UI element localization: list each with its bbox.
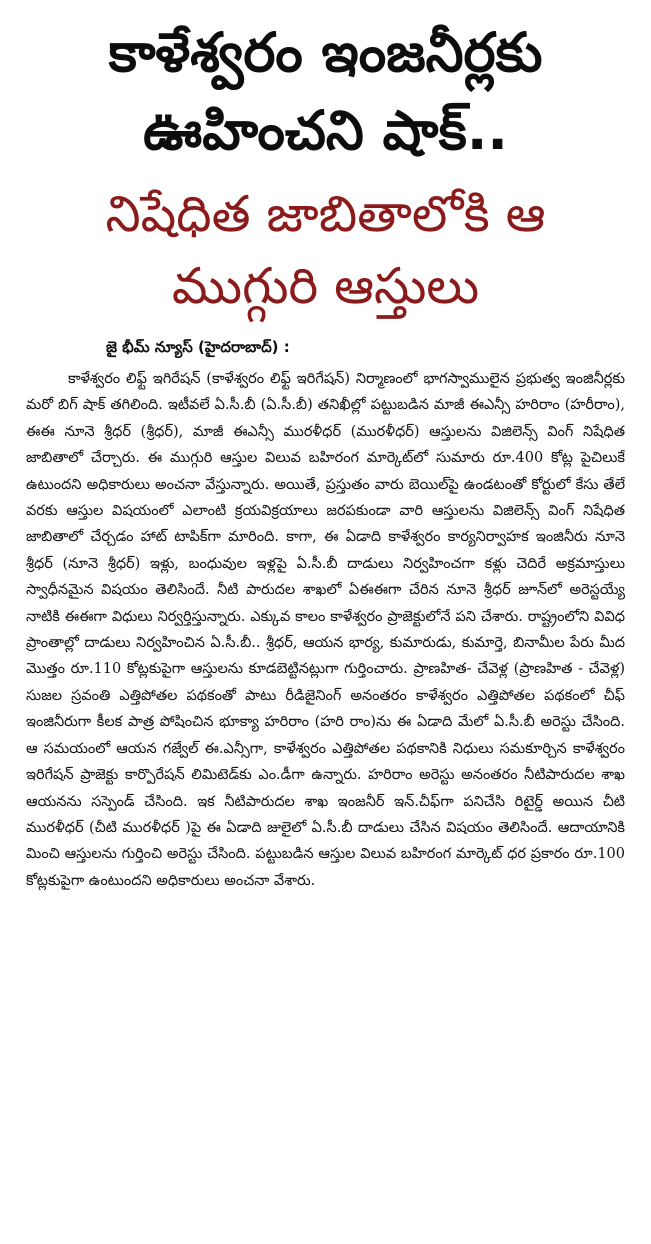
article-body: కాళేశ్వరం లిఫ్ట్ ఇగిరేషన్ (కాళేశ్వరం లిఫ్ట్ ఇరిగేషన్) నిర్మాణంలో భాగస్వాములైన ప్రభుత్వ ఇంజినీర్లకు మరో బిగ్ షాక్ తగిలింది. ఇటీవలే ఏ.సీ.బీ (ఏ.సీ.బీ) తనిఖీల్లో పట్టుబడిన మాజీ ఈఎన్సీ హరిరాం (హరీరాం), ఈఈ నూనె శ్రీధర్ (శ్రీధర్), మాజీ ఈఎన్సీ మురళీధర్ (మురళీధర్) ఆస్తులను విజిలెన్స్ వింగ్ నిషేధిత జాబితాలో చేర్చారు. ఈ ముగ్గురి ఆస్తుల విలువ బహిరంగ మార్కెట్‌లో సుమారు రూ.400 కోట్ల పైచిలుకే ఉటుందని అధికారులు అంచనా వేస్తున్నారు. అయితే, ప్రస్తుతం వారు బెయిల్‌పై ఉండటంతో కోర్టులో కేసు తేలే వరకు ఆస్తుల విషయంలో ఎలాంటి క్రయవిక్రయాలు జరపకుండా వారి ఆస్తులను విజిలెన్స్ వింగ్ నిషేధిత జాబితాలో చేర్చడం హాట్ టాపిక్‌గా మారింది. కాగా, ఈ ఏడాది కాళేశ్వరం కార్యనిర్వాహక ఇంజినీరు నూనె శ్రీధర్ (నూనె శ్రీధర్) ఇళ్లు, బంధువుల ఇళ్లపై ఏ.సీ.బీ దాడులు నిర్వహించగా కళ్లు చెదిరే అక్రమాస్తులు స్వాధీనమైన విషయం తెలిసిందే. నీటి పారుదల శాఖలో ఏఈఈగా చేరిన నూనె శ్రీధర్ జూన్‌లో అరెస్టయ్యే నాటికి ఈఈగా విధులు నిర్వర్తిస్తున్నారు. ఎక్కువ కాలం కాళేశ్వరం ప్రాజెక్టులోనే పని చేశారు. రాష్ట్రంలోని వివిధ ప్రాంతాల్లో దాడులు నిర్వహించిన ఏ.సీ.బీ.. శ్రీధర్, ఆయన భార్య, కుమారుడు, కుమార్తె, బినామీల పేరు మీద మొత్తం రూ.110 కోట్లకుపైగా ఆస్తులను కూడబెట్టినట్లుగా గుర్తించారు. ప్రాణహిత- చేవెళ్ల (ప్రాణహిత - చేవెళ్ల) సుజల స్రవంతి ఎత్తిపోతల పథకంతో పాటు రీడిజైనింగ్ అనంతరం కాళేశ్వరం ఎత్తిపోతల పథకంలో చీఫ్ ఇంజినీరుగా కీలక పాత్ర పోషించిన భూక్యా హరిరాం (హరి రాం)ను ఈ ఏడాది మేలో ఏ.సీ.బీ అరెస్టు చేసింది. ఆ సమయంలో ఆయన గజ్వేల్ ఈ.ఎన్సీగా, కాళేశ్వరం ఎత్తిపోతల పథకానికి నిధులు సమకూర్చిన కాళేశ్వరం ఇరిగేషన్ ప్రాజెక్టు కార్పొరేషన్ లిమిటెడ్‌కు ఎం.డీగా ఉన్నారు. హరిరాం అరెస్టు అనంతరం నీటిపారుదల శాఖ ఆయనను సస్పెండ్ చేసింది. ఇక నీటిపారుదల శాఖ ఇంజనీర్ ఇన్.చీఫ్‌గా పనిచేసి రిటైర్డ్ అయిన చీటి మురళీధర్ (చీటి మురళీధర్ )పై ఈ ఏడాది జులైలో ఏ.సీ.బీ దాడులు చేసిన విషయం తెలిసిందే. ఆదాయానికి మించి ఆస్తులను గుర్తించి అరెస్టు చేసింది. పట్టుబడిన ఆస్తుల విలువ బహిరంగ మార్కెట్ ధర ప్రకారం రూ.100 కోట్లకుపైగా ఉంటుందని అధికారులు అంచనా వేశారు. — [26, 371, 625, 889]
subheadline-line-2: ముగ్గురి ఆస్తులు — [171, 257, 480, 315]
headline-line-2: ఊహించని షాక్.. — [143, 99, 508, 162]
subheadline-line-1: నిషేధిత జాబితాలోకి ఆ — [105, 185, 546, 243]
subheadline — [26, 178, 625, 322]
dateline: జై భీమ్ న్యూస్ (హైదరాబాద్) : — [106, 338, 290, 356]
headline — [26, 14, 625, 170]
headline-line-1: కాళేశ్వరం ఇంజనీర్లకు — [108, 21, 543, 84]
